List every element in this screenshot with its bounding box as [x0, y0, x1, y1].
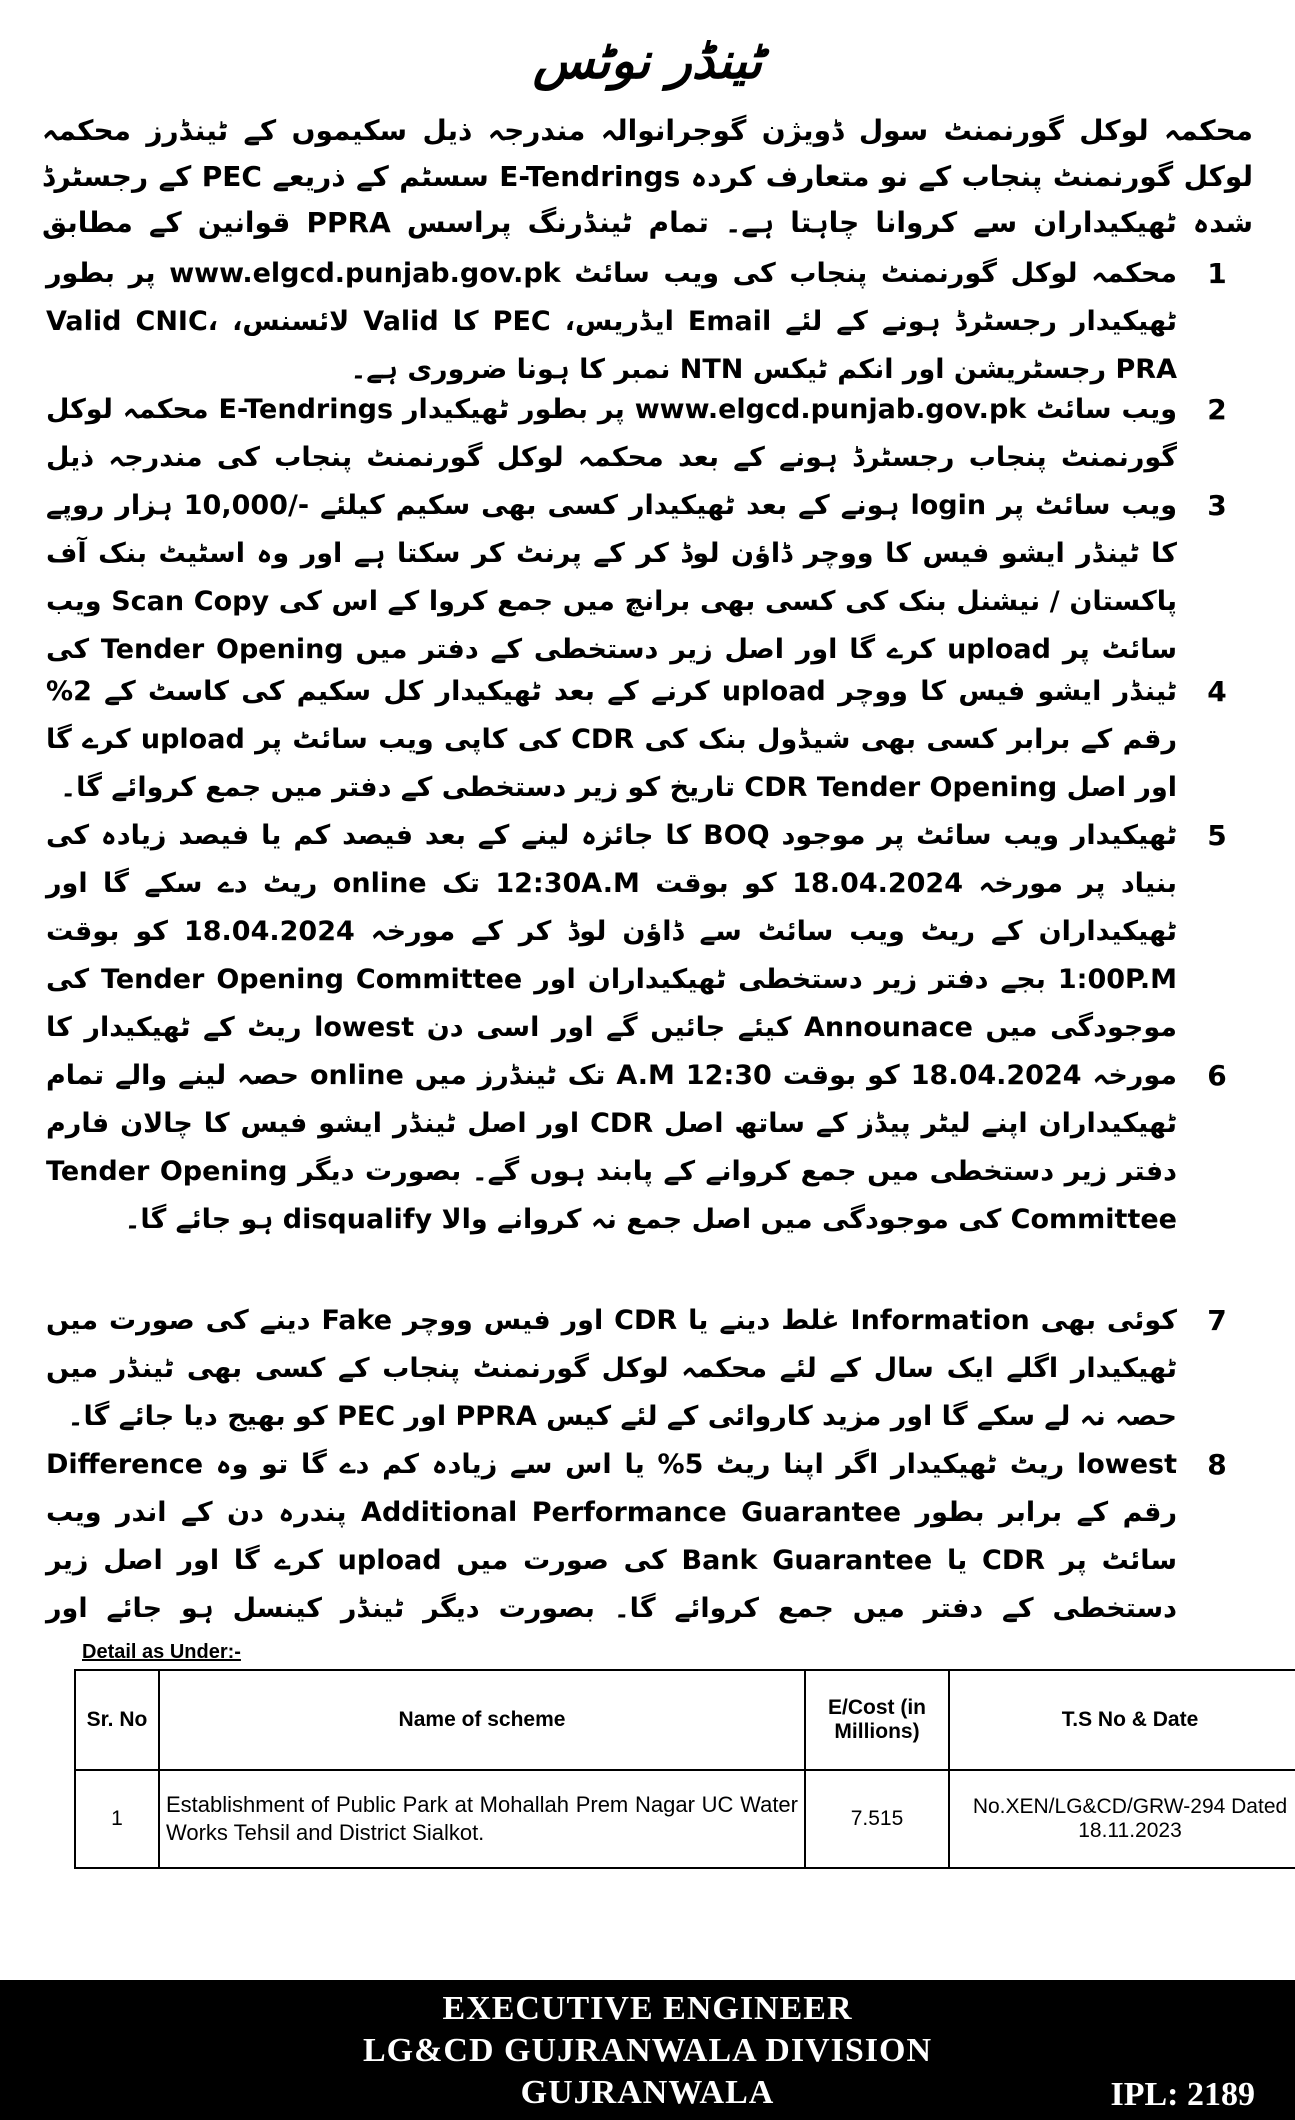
instruction-item: [38, 386, 1257, 482]
table-row: [75, 1770, 1295, 1868]
instruction-number: 3: [1207, 489, 1227, 522]
instruction-text: محکمہ لوکل گورنمنٹ پنجاب کی ویب سائٹ www.elgcd.punjab.gov.pk پر بطور ٹھیکیدار رجسٹرڈ ہونے کے لئے Email ایڈریس، PEC کا Valid لائسنس، Valid CNIC، PRA رجسٹریشن اور انکم ٹیکس NTN نمبر کا ہونا ضروری ہے۔: [46, 258, 1178, 385]
instruction-number: 6: [1207, 1059, 1227, 1092]
cell-cost: 7.515: [805, 1770, 949, 1868]
instruction-item: [38, 1297, 1257, 1441]
column-header-cost: E/Cost (in Millions): [805, 1670, 949, 1770]
instruction-item: [38, 1052, 1257, 1297]
instruction-text: ٹھیکیدار ویب سائٹ پر موجود BOQ کا جائزہ لینے کے بعد فیصد کم یا فیصد زیادہ کی بنیاد پر مورخہ 18.04.2024 کو بوقت 12:30A.M تک online ریٹ دے سکے گا اور ٹھیکیداران کے ریٹ ویب سائٹ سے ڈاؤن لوڈ کر کے مورخہ 18.04.2024 کو بوقت 1:00P.M بجے دفتر زیر دستخطی ٹھیکیداران اور Tender Opening Committee کی موجودگی میں Announace کیئے جائیں گے اور اسی دن lowest ریٹ کے ٹھیکیدار کا: [46, 820, 1178, 1043]
instruction-item: [38, 1441, 1257, 1635]
cell-ts: No.XEN/LG&CD/GRW-294 Dated 18.11.2023: [949, 1770, 1295, 1868]
instruction-text: ٹینڈر ایشو فیس کا ووچر upload کرنے کے بعد ٹھیکیدار کل سکیم کی کاسٹ کے 2% رقم کے برابر کسی بھی شیڈول بنک کی CDR کی کاپی ویب سائٹ پر upload کرے گا اور اصل CDR Tender Opening تاریخ کو زیر دستخطی کے دفتر میں جمع کروائے گا۔: [46, 676, 1177, 803]
instruction-item: [38, 250, 1257, 386]
footer-department: LG&CD GUJRANWALA DIVISION: [362, 2032, 933, 2069]
instruction-text: کوئی بھی Information غلط دینے یا CDR اور فیس ووچر Fake دینے کی صورت میں ٹھیکیدار اگلے ایک سال کے لئے محکمہ لوکل گورنمنٹ پنجاب کے کسی بھی ٹینڈر میں حصہ نہ لے سکے گا اور مزید کاروائی کے لئے کیس PPRA اور PEC کو بھیج دیا جائے گا۔: [46, 1305, 1178, 1432]
instruction-text: مورخہ 18.04.2024 کو بوقت 12:30 A.M تک ٹینڈرز میں online حصہ لینے والے تمام ٹھیکیداران اپنے لیٹر پیڈز کے ساتھ اصل CDR اور اصل ٹینڈر ایشو فیس کا چالان فارم دفتر زیر دستخطی میں جمع کروانے کے پابند ہوں گے۔ بصورت دیگر Tender Opening Committee کی موجودگی میں اصل جمع نہ کروانے والا disqualify ہو جائے گا۔: [46, 1060, 1178, 1235]
column-header-sr: Sr. No: [75, 1670, 159, 1770]
column-header-ts: T.S No & Date: [949, 1670, 1295, 1770]
instruction-item: [38, 482, 1257, 668]
cell-scheme: Establishment of Public Park at Mohallah Prem Nagar UC Water Works Tehsil and District Sialkot.: [159, 1770, 805, 1868]
column-header-scheme: Name of scheme: [159, 1670, 805, 1770]
detail-heading: Detail as Under:-: [82, 1641, 241, 1663]
footer-city: GUJRANWALA: [520, 2074, 775, 2111]
instruction-text: lowest ریٹ ٹھیکیدار اگر اپنا ریٹ 5% یا اس سے زیادہ کم دے گا تو وہ Difference رقم کے برابر بطور Additional Performance Guarantee پندرہ دن کے اندر ویب سائٹ پر CDR یا Bank Guarantee کی صورت میں upload کرے گا اور اصل زیر دستخطی کے دفتر میں جمع کروائے گا۔ بصورت دیگر ٹینڈر کینسل ہو جائے اور: [46, 1449, 1177, 1624]
instruction-text: ویب سائٹ www.elgcd.punjab.gov.pk پر بطور ٹھیکیدار E-Tendrings محکمہ لوکل گورنمنٹ پنجاب رجسٹرڈ ہونے کے بعد محکمہ لوکل گورنمنٹ پنجاب کی مندرجہ ذیل: [46, 394, 1177, 473]
footer-band: [0, 1980, 1295, 2120]
instruction-number: 1: [1207, 257, 1227, 290]
intro-paragraph: محکمہ لوکل گورنمنٹ سول ڈویژن گوجرانوالہ مندرجہ ذیل سکیموں کے ٹینڈرز محکمہ لوکل گورنمنٹ پنجاب کے نو متعارف کردہ E-Tendrings سسٹم کے ذریعے PEC کے رجسٹرڈ شدہ ٹھیکیداران سے کروانا چاہتا ہے۔ تمام ٹینڈرنگ پراسس PPRA قوانین کے مطابق: [42, 114, 1254, 239]
instruction-number: 4: [1207, 675, 1227, 708]
instruction-text: ویب سائٹ پر login ہونے کے بعد ٹھیکیدار کسی بھی سکیم کیلئے -/10,000 ہزار روپے کا ٹینڈر ایشو فیس کا ووچر ڈاؤن لوڈ کر کے پرنٹ کر سکتا ہے اور وہ اسٹیٹ بنک آف پاکستان / نیشنل بنک کی کسی بھی برانچ میں جمع کروا کے اس کی Scan Copy ویب سائٹ پر upload کرے گا اور اصل زیر دستخطی کے دفتر میں Tender Opening کی: [46, 490, 1178, 665]
instruction-number: 2: [1207, 393, 1227, 426]
instruction-number: 5: [1207, 819, 1227, 852]
instruction-number: 8: [1207, 1448, 1227, 1481]
notice-title: ٹینڈر نوٹس: [532, 32, 763, 90]
instruction-item: [38, 812, 1257, 1052]
footer-designation: EXECUTIVE ENGINEER: [442, 1990, 853, 2027]
cell-sr: 1: [75, 1770, 159, 1868]
ipl-number: IPL: 2189: [1110, 2076, 1255, 2113]
instruction-item: [38, 668, 1257, 812]
scheme-table: [74, 1669, 1295, 1869]
table-header-row: [75, 1670, 1295, 1770]
instruction-number: 7: [1207, 1304, 1227, 1337]
